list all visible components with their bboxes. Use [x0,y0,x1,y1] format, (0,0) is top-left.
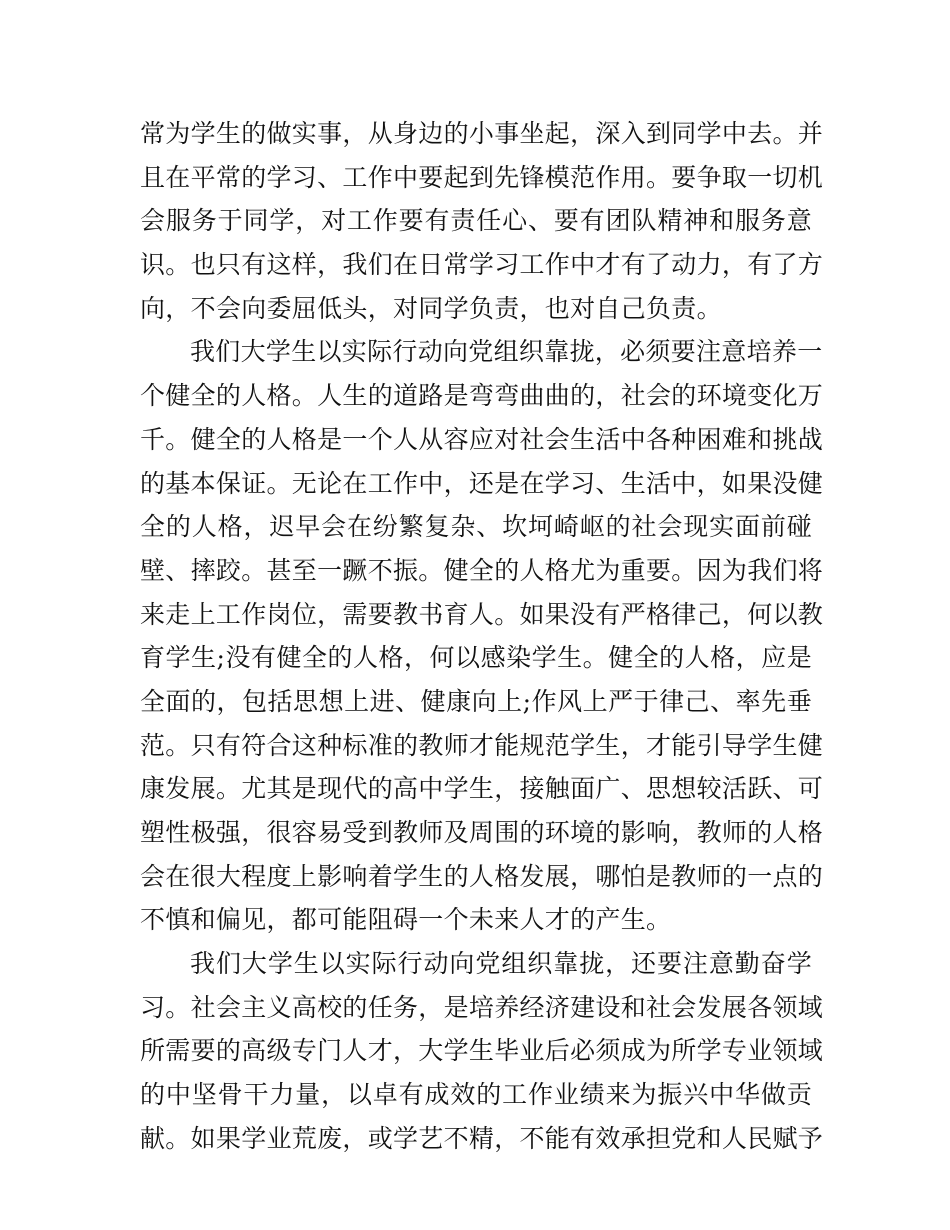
text-line: 千。健全的人格是一个人从容应对社会生活中各种困难和挑战 [140,424,824,454]
paragraph-3 [140,942,824,1160]
text-line: 常为学生的做实事，从身边的小事坐起，深入到同学中去。并 [140,119,824,148]
text-line: 范。只有符合这种标准的教师才能规范学生，才能引导学生健 [140,730,824,760]
text-line: 识。也只有这样，我们在日常学习工作中才有了动力，有了方 [140,250,824,280]
text-line: 的基本保证。无论在工作中，还是在学习、生活中，如果没健 [140,468,824,498]
text-line: 的中坚骨干力量，以卓有成效的工作业绩来为振兴中华做贡 [140,1080,812,1110]
text-line: 康发展。尤其是现代的高中学生，接触面广、思想较活跃、可 [140,774,824,804]
paragraph-1 [140,112,824,330]
text-line: 献。如果学业荒废，或学艺不精，不能有效承担党和人民赋予 [140,1123,824,1153]
text-line: 会服务于同学，对工作要有责任心、要有团队精神和服务意 [140,206,812,236]
document-page [140,112,824,1161]
text-line: 来走上工作岗位，需要教书育人。如果没有严格律己，何以教 [140,599,824,629]
text-line: 且在平常的学习、工作中要起到先锋模范作用。要争取一切机 [140,162,824,192]
text-line: 全的人格，迟早会在纷繁复杂、坎坷崎岖的社会现实面前碰 [140,512,812,542]
text-line: 我们大学生以实际行动向党组织靠拢，还要注意勤奋学 [190,949,812,979]
text-line: 全面的，包括思想上进、健康向上;作风上严于律己、率先垂 [140,686,812,716]
text-line: 向，不会向委屈低头，对同学负责，也对自己负责。 [140,293,722,323]
text-line: 会在很大程度上影响着学生的人格发展，哪怕是教师的一点的 [140,861,824,891]
paragraph-2 [140,330,824,942]
text-line: 不慎和偏见，都可能阻碍一个未来人才的产生。 [140,905,672,935]
text-line: 个健全的人格。人生的道路是弯弯曲曲的，社会的环境变化万 [140,381,824,411]
text-line: 塑性极强，很容易受到教师及周围的环境的影响，教师的人格 [140,818,824,847]
text-line: 习。社会主义高校的任务，是培养经济建设和社会发展各领域 [140,992,824,1022]
text-line: 所需要的高级专门人才，大学生毕业后必须成为所学专业领域 [140,1036,824,1066]
text-line: 我们大学生以实际行动向党组织靠拢，必须要注意培养一 [190,337,823,367]
text-line: 壁、摔跤。甚至一蹶不振。健全的人格尤为重要。因为我们将 [140,555,824,585]
text-line: 育学生;没有健全的人格，何以感染学生。健全的人格，应是 [140,643,812,673]
